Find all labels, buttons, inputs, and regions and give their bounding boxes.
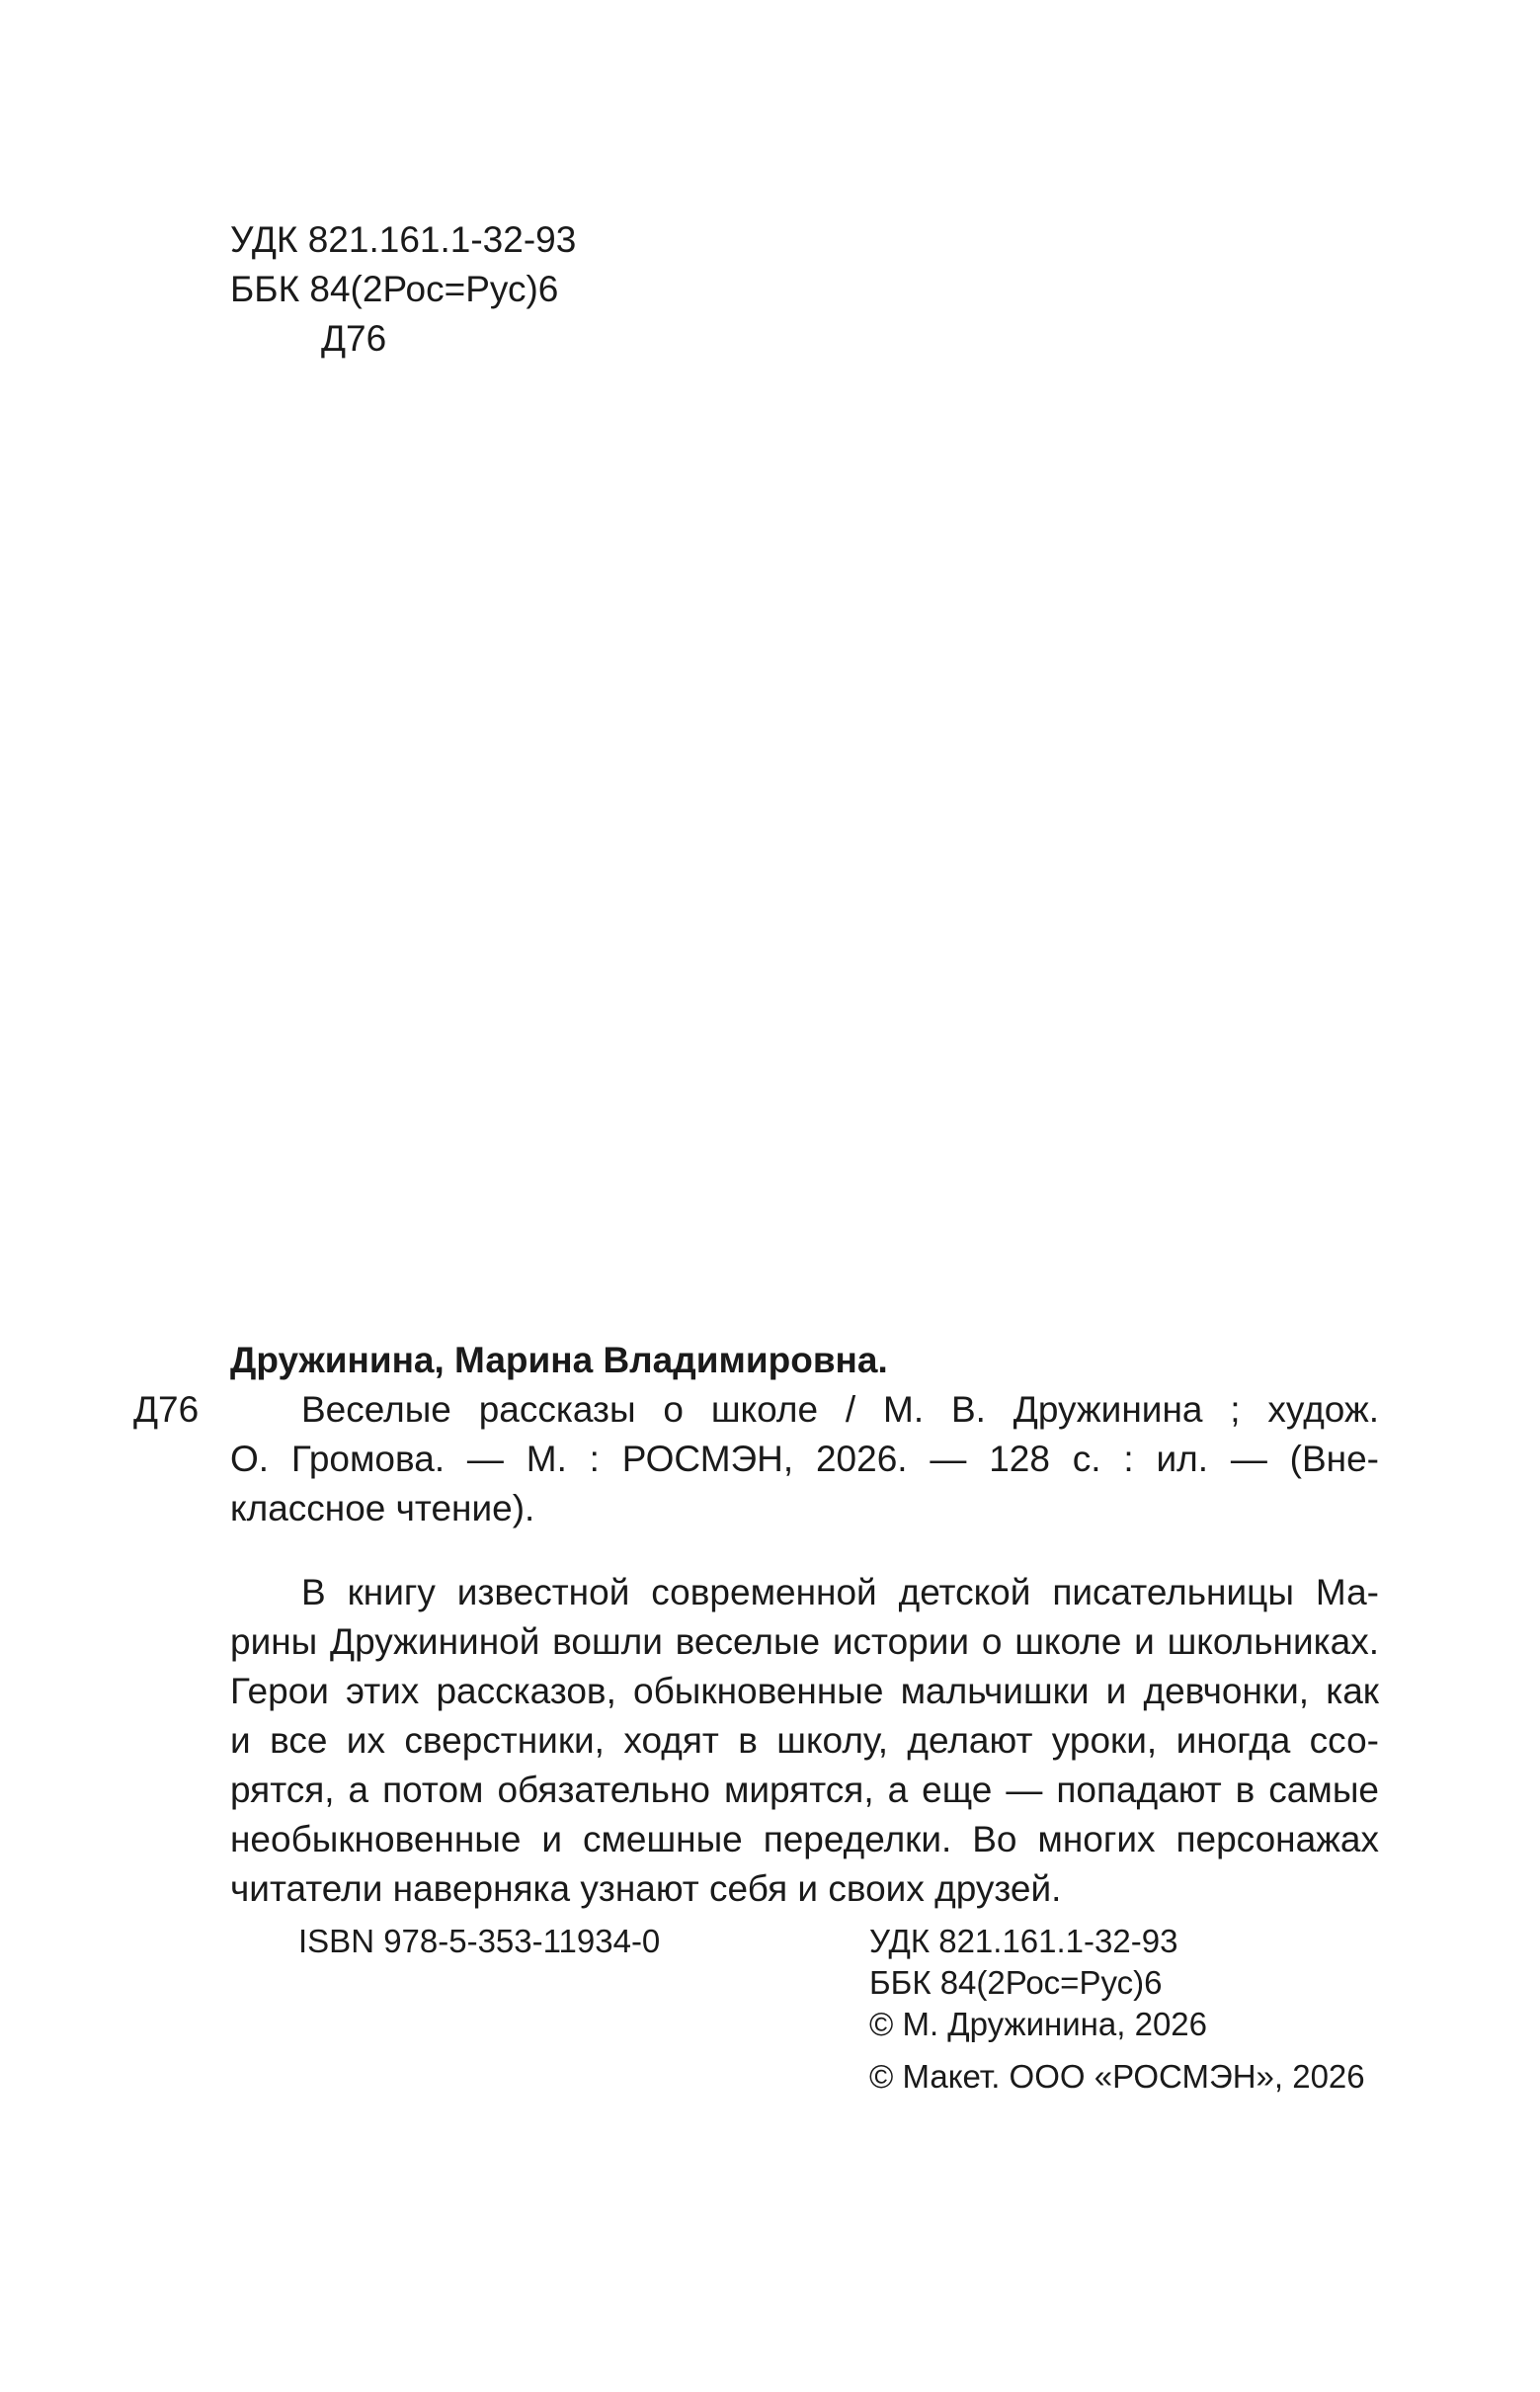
description-line: О. Громова. — М. : РОСМЭН, 2026. — 128 с. : ил. — (Вне- — [230, 1439, 1379, 1479]
annotation-line: необыкновенные и смешные переделки. Во многих персонажах — [230, 1819, 1379, 1859]
annotation-line: и все их сверстники, ходят в школу, делают уроки, иногда ссо- — [230, 1720, 1379, 1761]
annotation-paragraph — [230, 1568, 1379, 1914]
copyright-layout: © Макет. ООО «РОСМЭН», 2026 — [869, 2058, 1365, 2095]
classification-block — [230, 215, 576, 364]
description — [133, 1385, 1379, 1533]
bbk-code: ББК 84(2Рос=Рус)6 — [230, 269, 559, 309]
udk-code-bottom: УДК 821.161.1-32-93 — [869, 1923, 1178, 1959]
bbk-code-bottom: ББК 84(2Рос=Рус)6 — [869, 1964, 1163, 2001]
description-line: Веселые рассказы о школе / М. В. Дружинина ; худож. — [301, 1389, 1379, 1430]
author-mark: Д76 — [321, 318, 387, 359]
annotation-line: В книгу известной современной детской писательницы Ма- — [301, 1572, 1379, 1612]
annotation-line: Герои этих рассказов, обыкновенные мальчишки и девчонки, как — [230, 1671, 1379, 1711]
author-heading: Дружинина, Марина Владимировна. — [230, 1340, 888, 1380]
annotation-line: рины Дружининой вошли веселые истории о школе и школьниках. — [230, 1621, 1379, 1662]
bottom-codes-block — [869, 1921, 1365, 2098]
margin-author-mark: Д76 — [133, 1389, 200, 1430]
description-line: классное чтение). — [230, 1488, 535, 1528]
annotation-line: читатели наверняка узнают себя и своих друзей. — [230, 1868, 1062, 1909]
udk-code: УДК 821.161.1-32-93 — [230, 219, 577, 260]
isbn: ISBN 978-5-353-11934-0 — [298, 1923, 661, 1959]
bibliographic-record — [133, 1336, 1379, 1533]
annotation-line: рятся, а потом обязательно мирятся, а еще — попадают в самые — [230, 1770, 1379, 1810]
copyright-author: © М. Дружинина, 2026 — [869, 2006, 1208, 2042]
